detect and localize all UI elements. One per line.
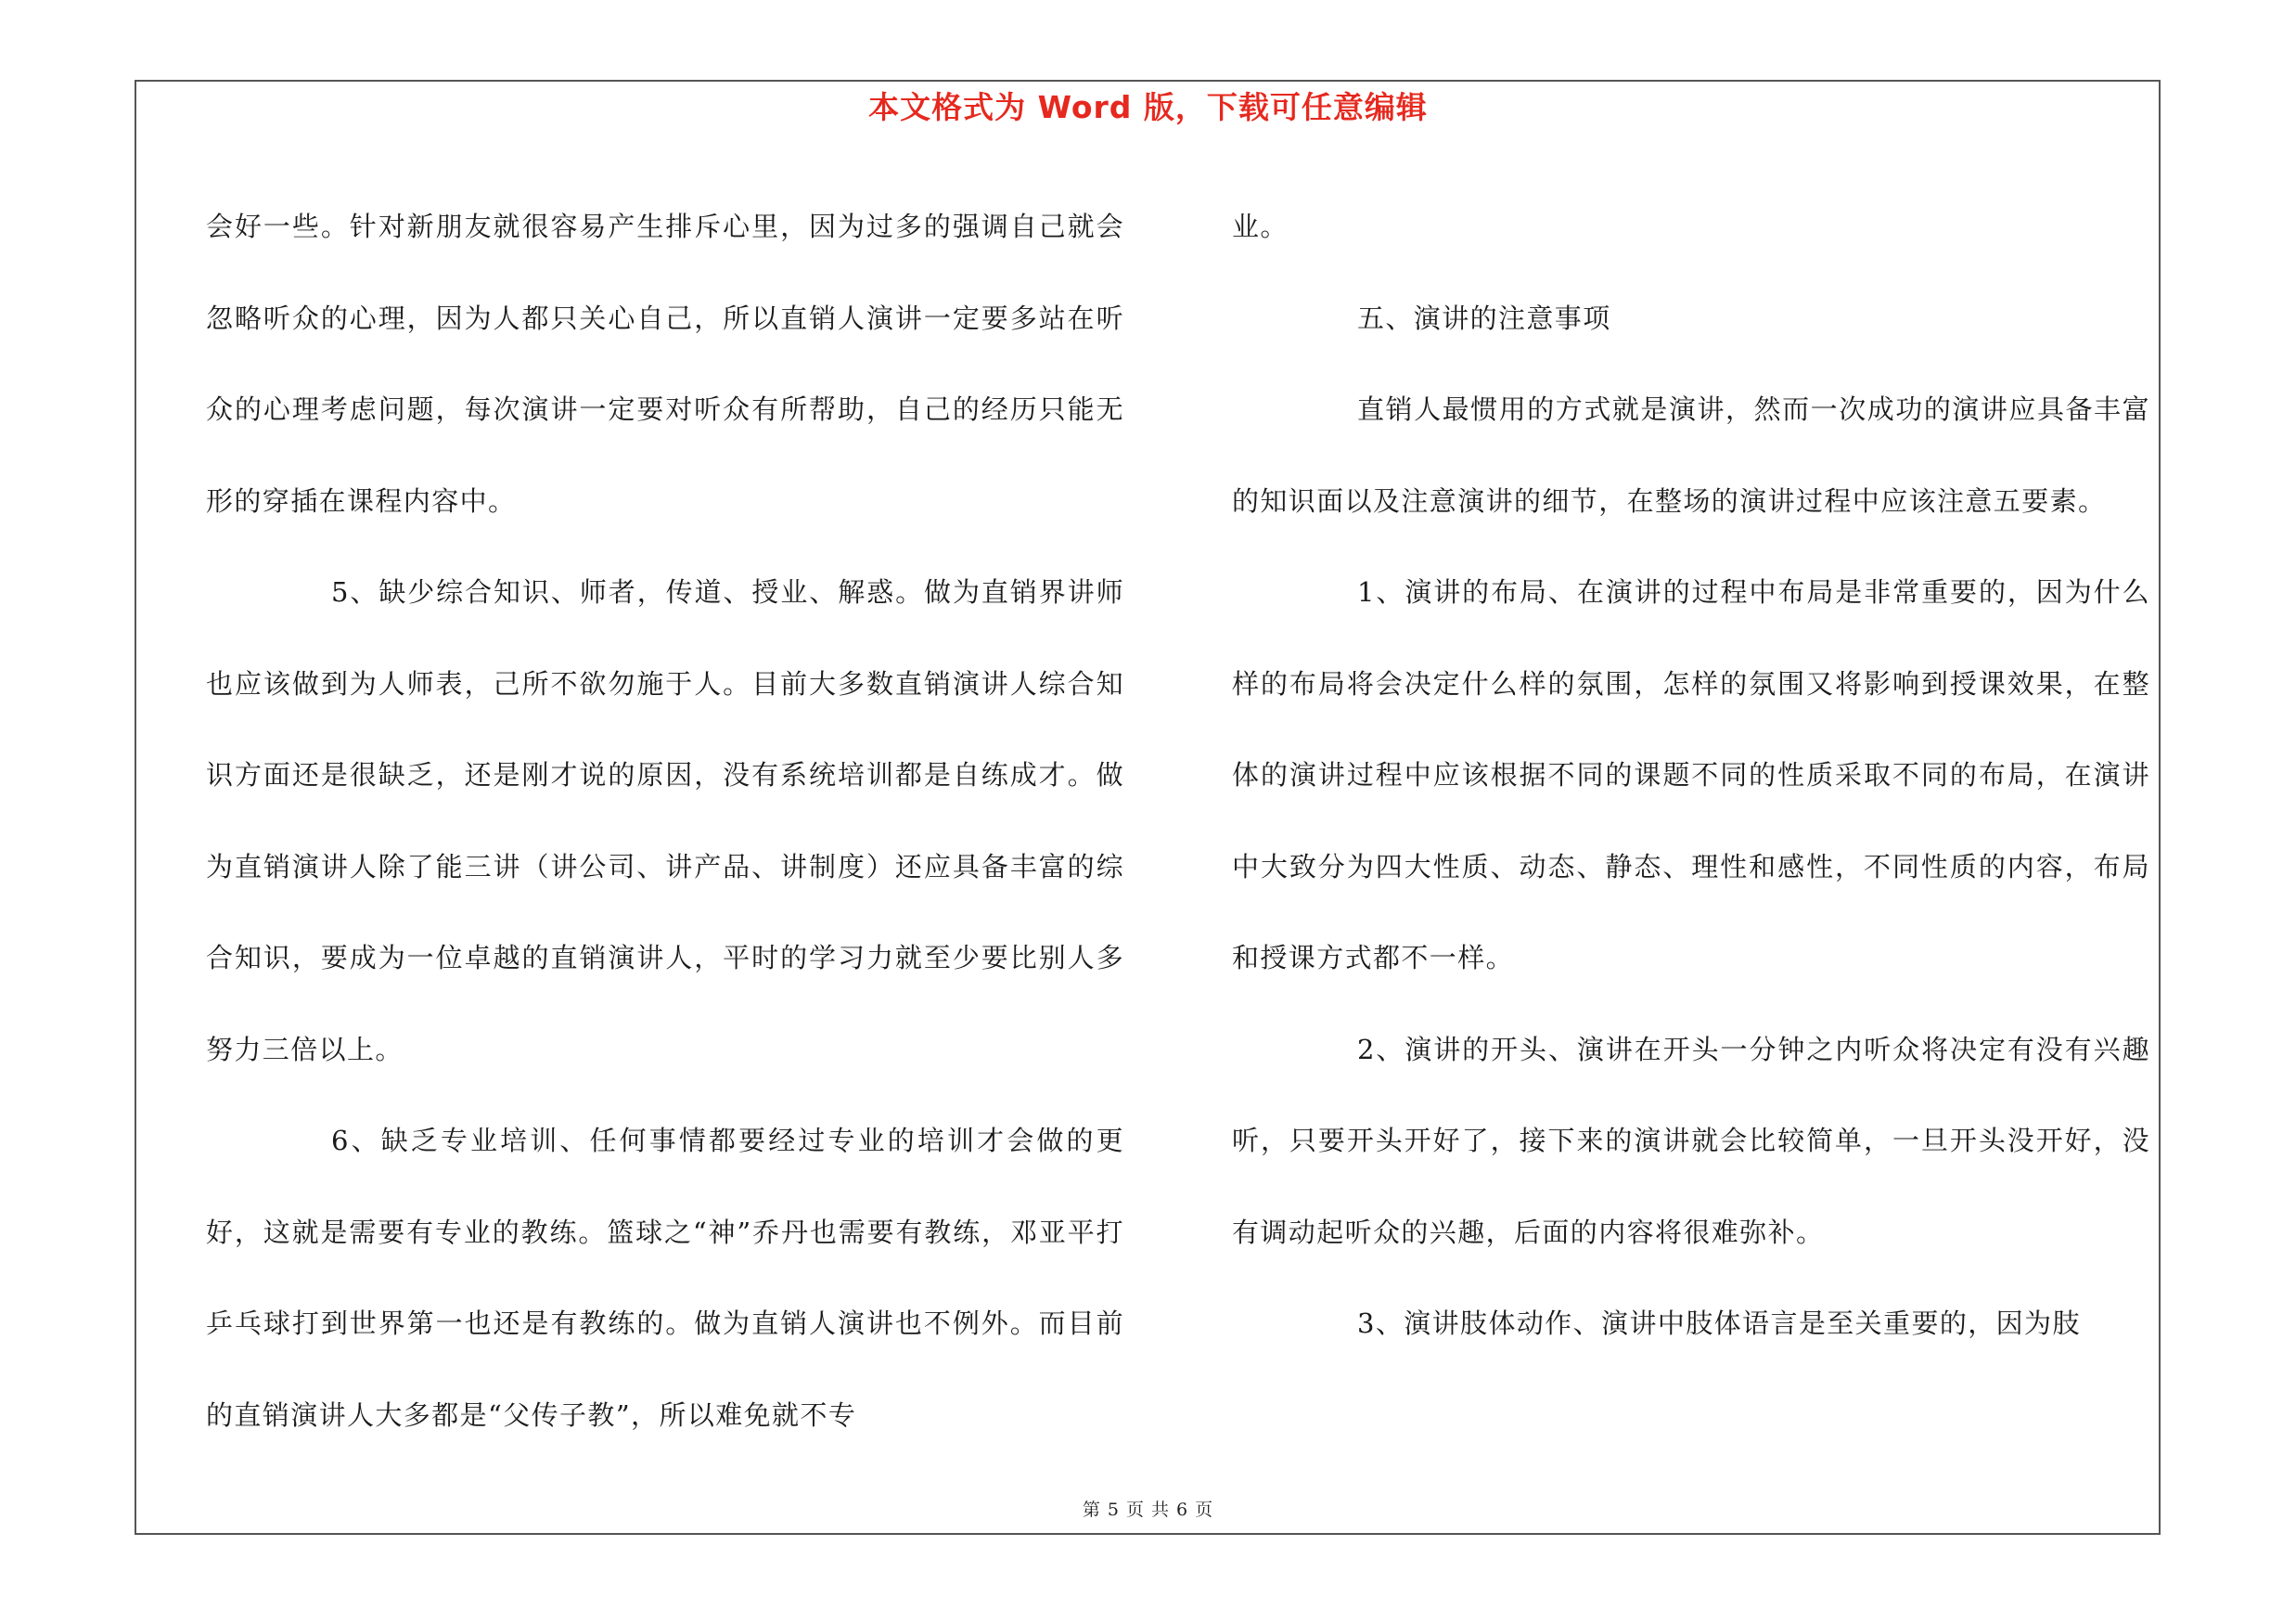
paragraph: 会好一些。针对新朋友就很容易产生排斥心里，因为过多的强调自己就会忽略听众的心理，因为人都只关心自己，所以直销人演讲一定要多站在听众的心理考虑问题，每次演讲一定要对听众有所帮助，自己的经历只能无形的穿插在课程内容中。 bbox=[206, 211, 1124, 517]
paragraph: 业。 bbox=[1232, 211, 1289, 242]
paragraph: 3、演讲肢体动作、演讲中肢体语言是至关重要的，因为肢 bbox=[1357, 1307, 2081, 1339]
paragraph: 1、演讲的布局、在演讲的过程中布局是非常重要的，因为什么样的布局将会决定什么样的氛围，怎样的氛围又将影响到授课效果，在整体的演讲过程中应该根据不同的课题不同的性质采取不同的布局，在演讲中大致分为四大性质、动态、静态、理性和感性，不同性质的内容，布局和授课方式都不一样。 bbox=[1232, 576, 2150, 973]
paragraph: 直销人最惯用的方式就是演讲，然而一次成功的演讲应具备丰富的知识面以及注意演讲的细节，在整场的演讲过程中应该注意五要素。 bbox=[1232, 393, 2150, 517]
right-column bbox=[1232, 181, 2150, 1370]
header-banner: 本文格式为 Word 版，下载可任意编辑 bbox=[868, 89, 1428, 125]
paragraph: 6、缺乏专业培训、任何事情都要经过专业的培训才会做的更好，这就是需要有专业的教练。篮球之“神”乔丹也需要有教练，邓亚平打乒乓球打到世界第一也还是有教练的。做为直销人演讲也不例外。而目前的直销演讲人大多都是“父传子教”，所以难免就不专 bbox=[206, 1125, 1124, 1431]
left-column bbox=[206, 181, 1124, 1461]
paragraph: 2、演讲的开头、演讲在开头一分钟之内听众将决定有没有兴趣听，只要开头开好了，接下来的演讲就会比较简单，一旦开头没开好，没有调动起听众的兴趣，后面的内容将很难弥补。 bbox=[1232, 1033, 2150, 1248]
paragraph: 5、缺少综合知识、师者，传道、授业、解惑。做为直销界讲师也应该做到为人师表，己所不欲勿施于人。目前大多数直销演讲人综合知识方面还是很缺乏，还是刚才说的原因，没有系统培训都是自练成才。做为直销演讲人除了能三讲（讲公司、讲产品、讲制度）还应具备丰富的综合知识，要成为一位卓越的直销演讲人，平时的学习力就至少要比别人多努力三倍以上。 bbox=[206, 576, 1124, 1065]
page-number: 第 5 页 共 6 页 bbox=[1082, 1500, 1214, 1520]
section-heading: 五、演讲的注意事项 bbox=[1357, 302, 1611, 334]
